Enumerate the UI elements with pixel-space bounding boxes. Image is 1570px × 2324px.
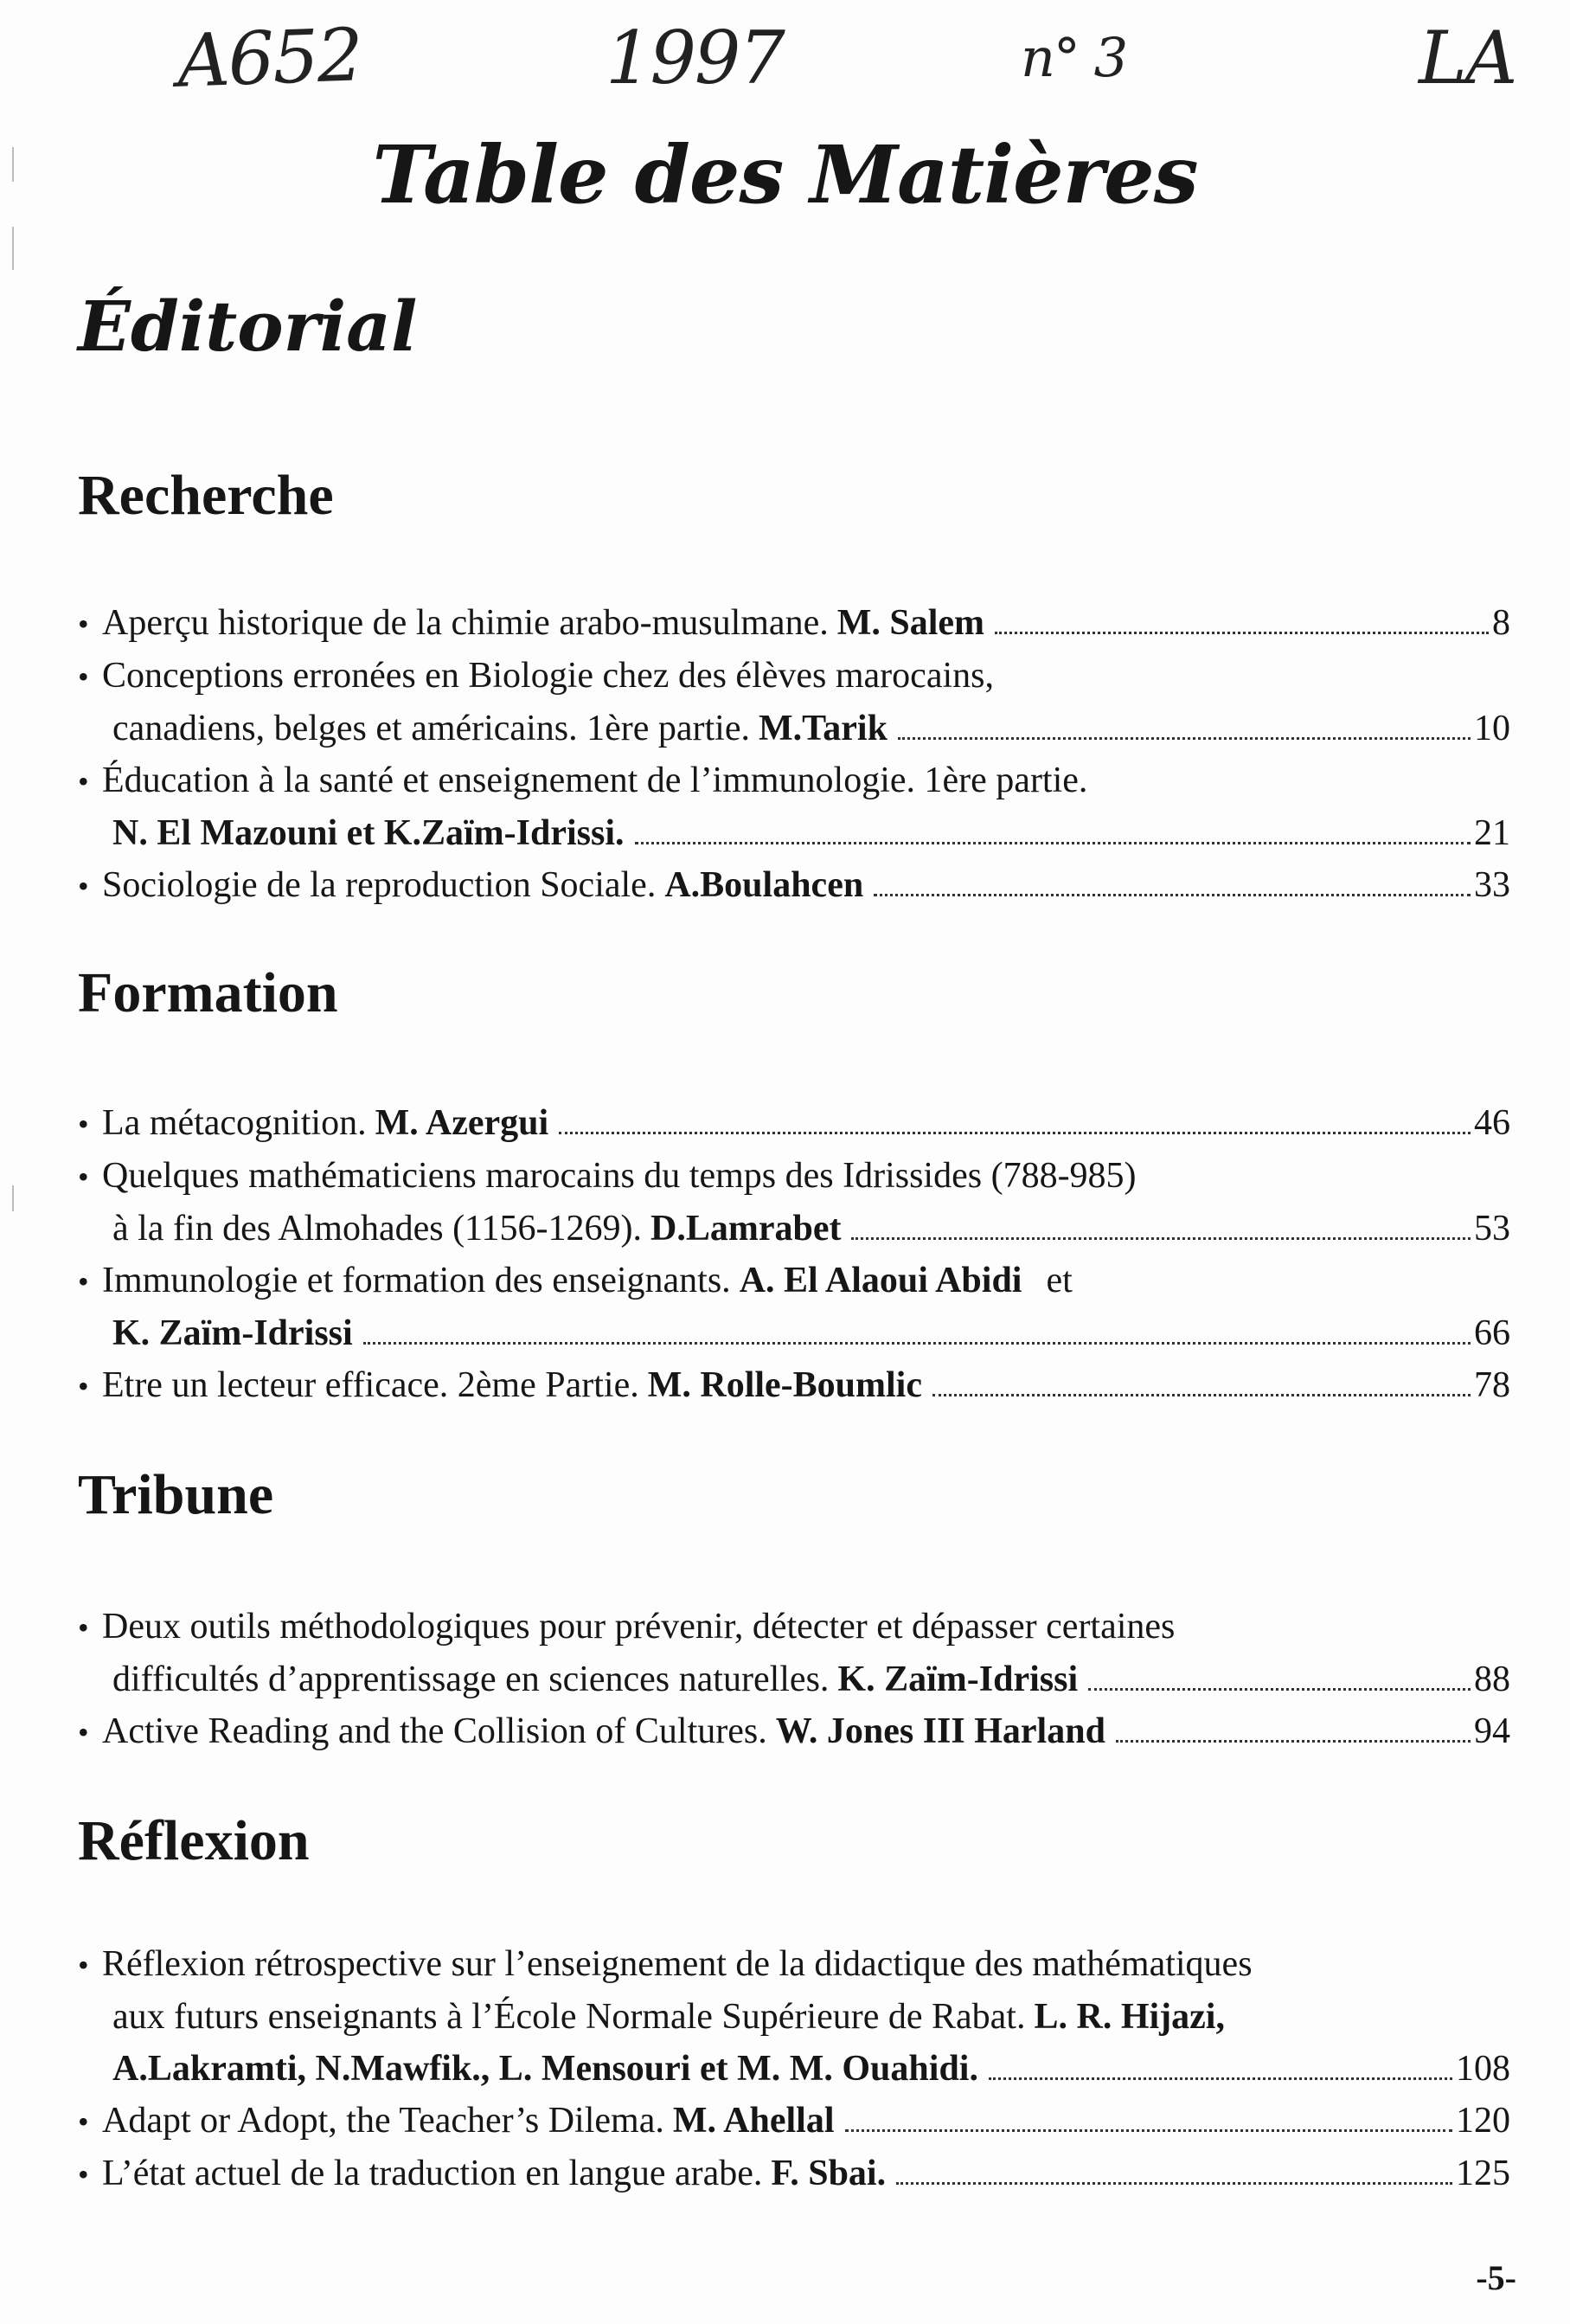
scan-edge-mark (12, 1185, 14, 1211)
entry-author: M. Salem (836, 603, 985, 643)
entry-title: Etre un lecteur efficace. 2ème Partie. (102, 1365, 639, 1405)
bullet: • (78, 1610, 89, 1645)
toc-entry[interactable] (78, 1359, 1510, 1412)
leader-dots (851, 1237, 1471, 1240)
toc-line (78, 703, 1510, 754)
entry-author: K. Zaïm-Idrissi (837, 1660, 1079, 1699)
toc-line (78, 1601, 1510, 1653)
entry-page: 33 (1474, 865, 1510, 905)
entry-title: Réflexion rétrospective sur l’enseignement de la didactique des mathématiques (102, 1944, 1253, 1984)
toc-entry[interactable] (78, 650, 1510, 754)
bullet: • (78, 2157, 89, 2192)
entry-page: 108 (1456, 2049, 1510, 2089)
toc-line (78, 1255, 1510, 1307)
toc-line (78, 2043, 1510, 2095)
entry-page: 120 (1456, 2101, 1510, 2141)
entry-page: 66 (1474, 1313, 1510, 1353)
entry-author: M. Azergui (375, 1103, 549, 1143)
leader-dots (898, 737, 1471, 740)
entry-page: 78 (1474, 1365, 1510, 1405)
leader-dots (995, 632, 1489, 634)
entry-author: W. Jones III Harland (775, 1711, 1105, 1751)
toc-line (78, 650, 1510, 703)
handwritten-initials: LA (1419, 16, 1516, 100)
leader-dots (845, 2129, 1452, 2132)
entry-page: 125 (1456, 2154, 1510, 2193)
entry-author: A.Boulahcen (664, 865, 864, 905)
toc-line (78, 1653, 1510, 1705)
leader-dots (874, 894, 1471, 896)
entry-page: 21 (1474, 813, 1510, 853)
entry-page: 88 (1474, 1660, 1510, 1699)
editorial-heading: Éditorial (78, 286, 418, 367)
leader-dots (932, 1394, 1471, 1396)
entry-author: K. Zaïm-Idrissi (112, 1313, 353, 1353)
entry-author: N. El Mazouni et K.Zaïm-Idrissi. (112, 813, 625, 853)
leader-dots (1116, 1740, 1471, 1743)
toc-list-reflexion (78, 1938, 1510, 2200)
leader-dots (635, 842, 1471, 844)
entry-page: 53 (1474, 1209, 1510, 1249)
toc-line (78, 1938, 1510, 1991)
handwritten-issue-number: n° 3 (1021, 26, 1127, 89)
toc-line (78, 1203, 1510, 1255)
entry-title: Conceptions erronées en Biologie chez des élèves marocains, (102, 656, 994, 696)
entry-title: Adapt or Adopt, the Teacher’s Dilema. (102, 2101, 664, 2141)
bullet: • (78, 607, 89, 641)
entry-conjunction: et (1046, 1261, 1073, 1300)
entry-title: aux futurs enseignants à l’École Normale Supérieure de Rabat. (112, 1997, 1026, 2037)
toc-entry[interactable] (78, 1601, 1510, 1705)
toc-list-formation (78, 1097, 1510, 1412)
leader-dots (363, 1342, 1471, 1345)
leader-dots (1088, 1688, 1471, 1691)
entry-title: La métacognition. (102, 1103, 367, 1143)
entry-author: D.Lamrabet (650, 1209, 842, 1249)
entry-title: L’état actuel de la traduction en langue arabe. (102, 2154, 763, 2193)
bullet: • (78, 2104, 89, 2139)
leader-dots (559, 1132, 1471, 1134)
leader-dots (896, 2182, 1452, 2185)
section-heading-formation: Formation (78, 961, 338, 1024)
toc-entry[interactable] (78, 1255, 1510, 1359)
toc-entry[interactable] (78, 859, 1510, 912)
toc-line (78, 1150, 1510, 1203)
toc-entry[interactable] (78, 2147, 1510, 2200)
toc-entry[interactable] (78, 1938, 1510, 2095)
toc-line (78, 1359, 1510, 1412)
entry-title: canadiens, belges et américains. 1ère partie. (112, 709, 750, 748)
entry-author: M. Rolle-Boumlic (647, 1365, 922, 1405)
bullet: • (78, 1715, 89, 1749)
entry-title: Sociologie de la reproduction Sociale. (102, 865, 657, 905)
entry-author: M.Tarik (758, 709, 888, 748)
page-number: -5- (1476, 2258, 1516, 2297)
toc-line (78, 754, 1510, 807)
handwritten-year: 1997 (606, 16, 784, 100)
entry-title: Immunologie et formation des enseignants. (102, 1261, 731, 1300)
handwritten-reference: A652 (176, 12, 363, 104)
toc-line (78, 2095, 1510, 2147)
section-heading-recherche: Recherche (78, 464, 334, 527)
toc-entry[interactable] (78, 754, 1510, 859)
page-title: Table des Matières (372, 128, 1198, 221)
entry-title: Quelques mathématiciens marocains du temps des Idrissides (788-985) (102, 1156, 1137, 1196)
toc-line (78, 859, 1510, 912)
entry-title: Éducation à la santé et enseignement de l’immunologie. 1ère partie. (102, 761, 1088, 800)
entry-author: A. El Alaoui Abidi (739, 1261, 1022, 1300)
entry-author: A.Lakramti, N.Mawfik., L. Mensouri et M. M. Ouahidi. (112, 2049, 978, 2089)
bullet: • (78, 659, 89, 694)
section-heading-reflexion: Réflexion (78, 1809, 310, 1872)
entry-title: Deux outils méthodologiques pour prévenir, détecter et dépasser certaines (102, 1607, 1176, 1647)
bullet: • (78, 869, 89, 903)
toc-line (78, 1307, 1510, 1359)
entry-page: 8 (1492, 603, 1510, 643)
leader-dots (989, 2077, 1452, 2080)
toc-entry[interactable] (78, 597, 1510, 650)
toc-line (78, 1705, 1510, 1758)
entry-page: 10 (1474, 709, 1510, 748)
scan-edge-mark (12, 227, 14, 270)
toc-line (78, 1097, 1510, 1150)
bullet: • (78, 1159, 89, 1194)
bullet: • (78, 1369, 89, 1403)
toc-list-tribune (78, 1601, 1510, 1758)
bullet: • (78, 1107, 89, 1141)
bullet: • (78, 1264, 89, 1299)
toc-entry[interactable] (78, 1705, 1510, 1758)
entry-page: 94 (1474, 1711, 1510, 1751)
bullet: • (78, 1948, 89, 1982)
toc-entry[interactable] (78, 1150, 1510, 1255)
entry-title: Active Reading and the Collision of Cultures. (102, 1711, 767, 1751)
toc-line (78, 1991, 1510, 2043)
entry-title: à la fin des Almohades (1156-1269). (112, 1209, 642, 1249)
entry-author: F. Sbai. (771, 2154, 887, 2193)
section-heading-tribune: Tribune (78, 1463, 274, 1526)
entry-title: Aperçu historique de la chimie arabo-musulmane. (102, 603, 829, 643)
entry-author: M. Ahellal (672, 2101, 835, 2141)
bullet: • (78, 764, 89, 799)
entry-page: 46 (1474, 1103, 1510, 1143)
entry-author: L. R. Hijazi, (1034, 1997, 1225, 2037)
entry-title: difficultés d’apprentissage en sciences naturelles. (112, 1660, 830, 1699)
toc-line (78, 597, 1510, 650)
toc-line (78, 2147, 1510, 2200)
toc-entry[interactable] (78, 2095, 1510, 2147)
toc-list-recherche (78, 597, 1510, 912)
toc-entry[interactable] (78, 1097, 1510, 1150)
toc-line (78, 807, 1510, 859)
